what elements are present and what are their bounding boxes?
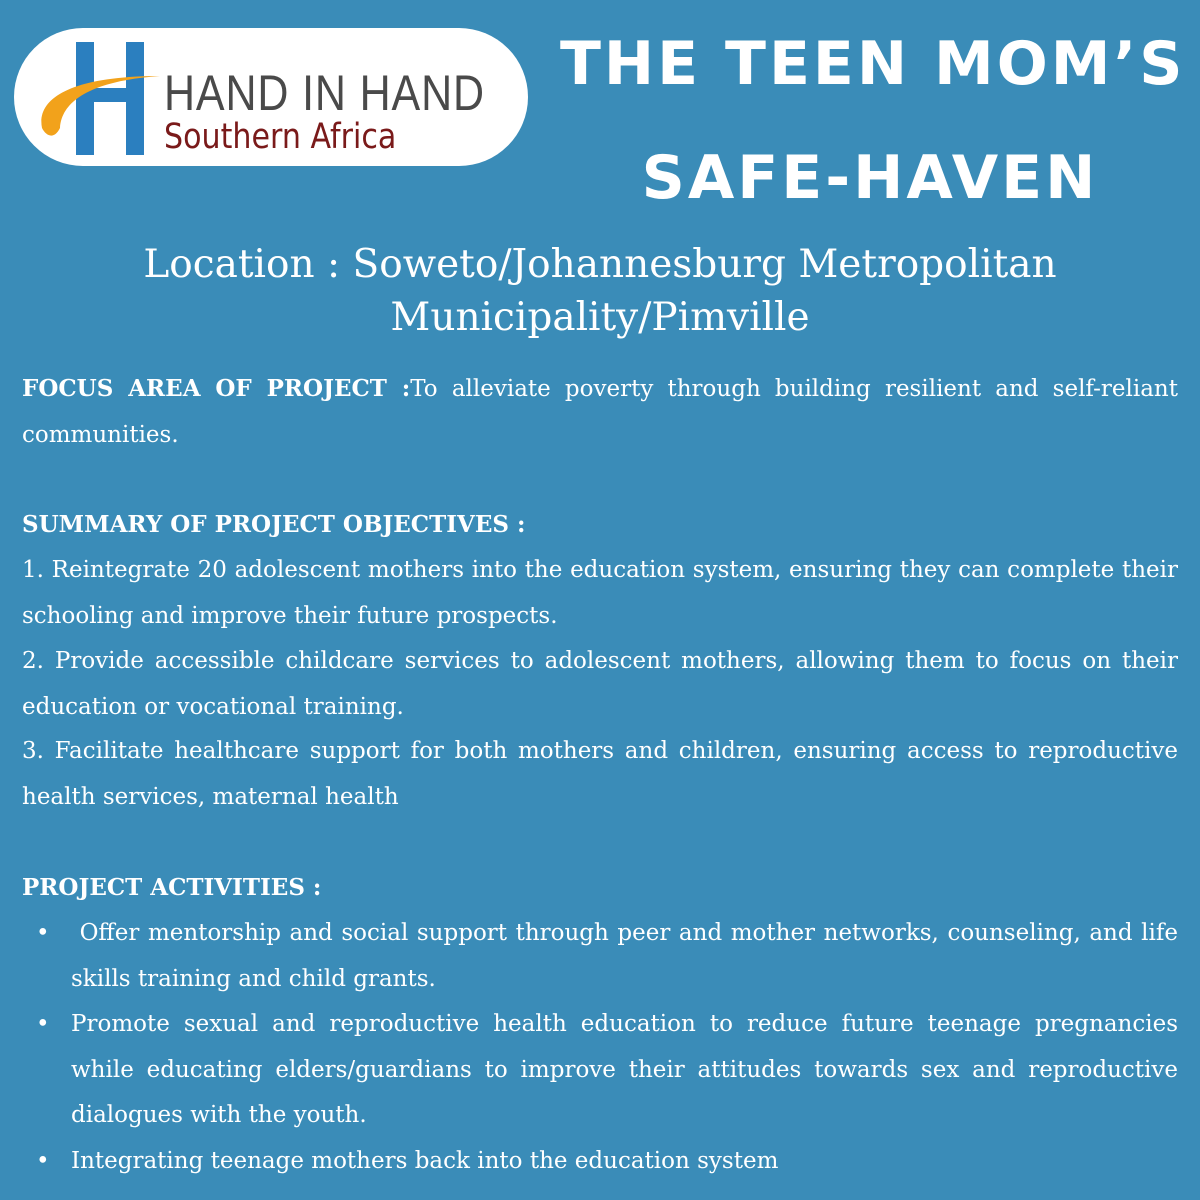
activity-text: Promote sexual and reproductive health education to reduce future teenage pregnancies while educating elders/guardians to improve their attitudes towards sex and reproductive dialogues with the youth.: [71, 1011, 1178, 1128]
location-line-2: Municipality/Pimville: [390, 295, 810, 340]
objective-item: 1. Reintegrate 20 adolescent mothers into the education system, ensuring they can complete their schooling and improve their future prospects.: [22, 557, 1178, 629]
page-title-line-2: SAFE-HAVEN: [641, 143, 1099, 213]
location: [0, 238, 1200, 344]
summary-heading: SUMMARY OF PROJECT OBJECTIVES :: [22, 511, 526, 538]
bullet-icon: •: [36, 1147, 50, 1174]
focus-area-text: To alleviate poverty through building resilient and self-reliant communities.: [22, 376, 1178, 448]
logo-name: HAND IN HAND: [164, 65, 485, 121]
focus-area-label: FOCUS AREA OF PROJECT :: [22, 375, 411, 402]
objective-item: 2. Provide accessible childcare services to adolescent mothers, allowing them to focus on their education or vocational training.: [22, 648, 1178, 720]
focus-area: [22, 366, 1178, 458]
bullet-icon: •: [36, 1011, 50, 1037]
page-title-line-1: THE TEEN MOM’S: [560, 29, 1186, 99]
activities-heading: PROJECT ACTIVITIES :: [22, 874, 322, 901]
location-line-1: Location : Soweto/Johannesburg Metropolitan: [143, 242, 1057, 287]
bullet-icon: •: [36, 920, 50, 946]
activity-item: [22, 1139, 1178, 1185]
activity-text: Offer mentorship and social support through peer and mother networks, counseling, and life skills training and child grants.: [71, 920, 1186, 992]
logo-tagline: Southern Africa: [164, 117, 397, 157]
activity-item: [22, 911, 1186, 1002]
activities-list: [22, 911, 1186, 1184]
activity-item: [22, 1002, 1178, 1139]
activity-text: Integrating teenage mothers back into the education system: [71, 1147, 779, 1174]
hand-in-hand-logo-icon: [32, 36, 162, 161]
logo-badge: [14, 28, 528, 166]
objective-item: 3. Facilitate healthcare support for both mothers and children, ensuring access to reproductive health services, maternal health: [22, 738, 1178, 810]
